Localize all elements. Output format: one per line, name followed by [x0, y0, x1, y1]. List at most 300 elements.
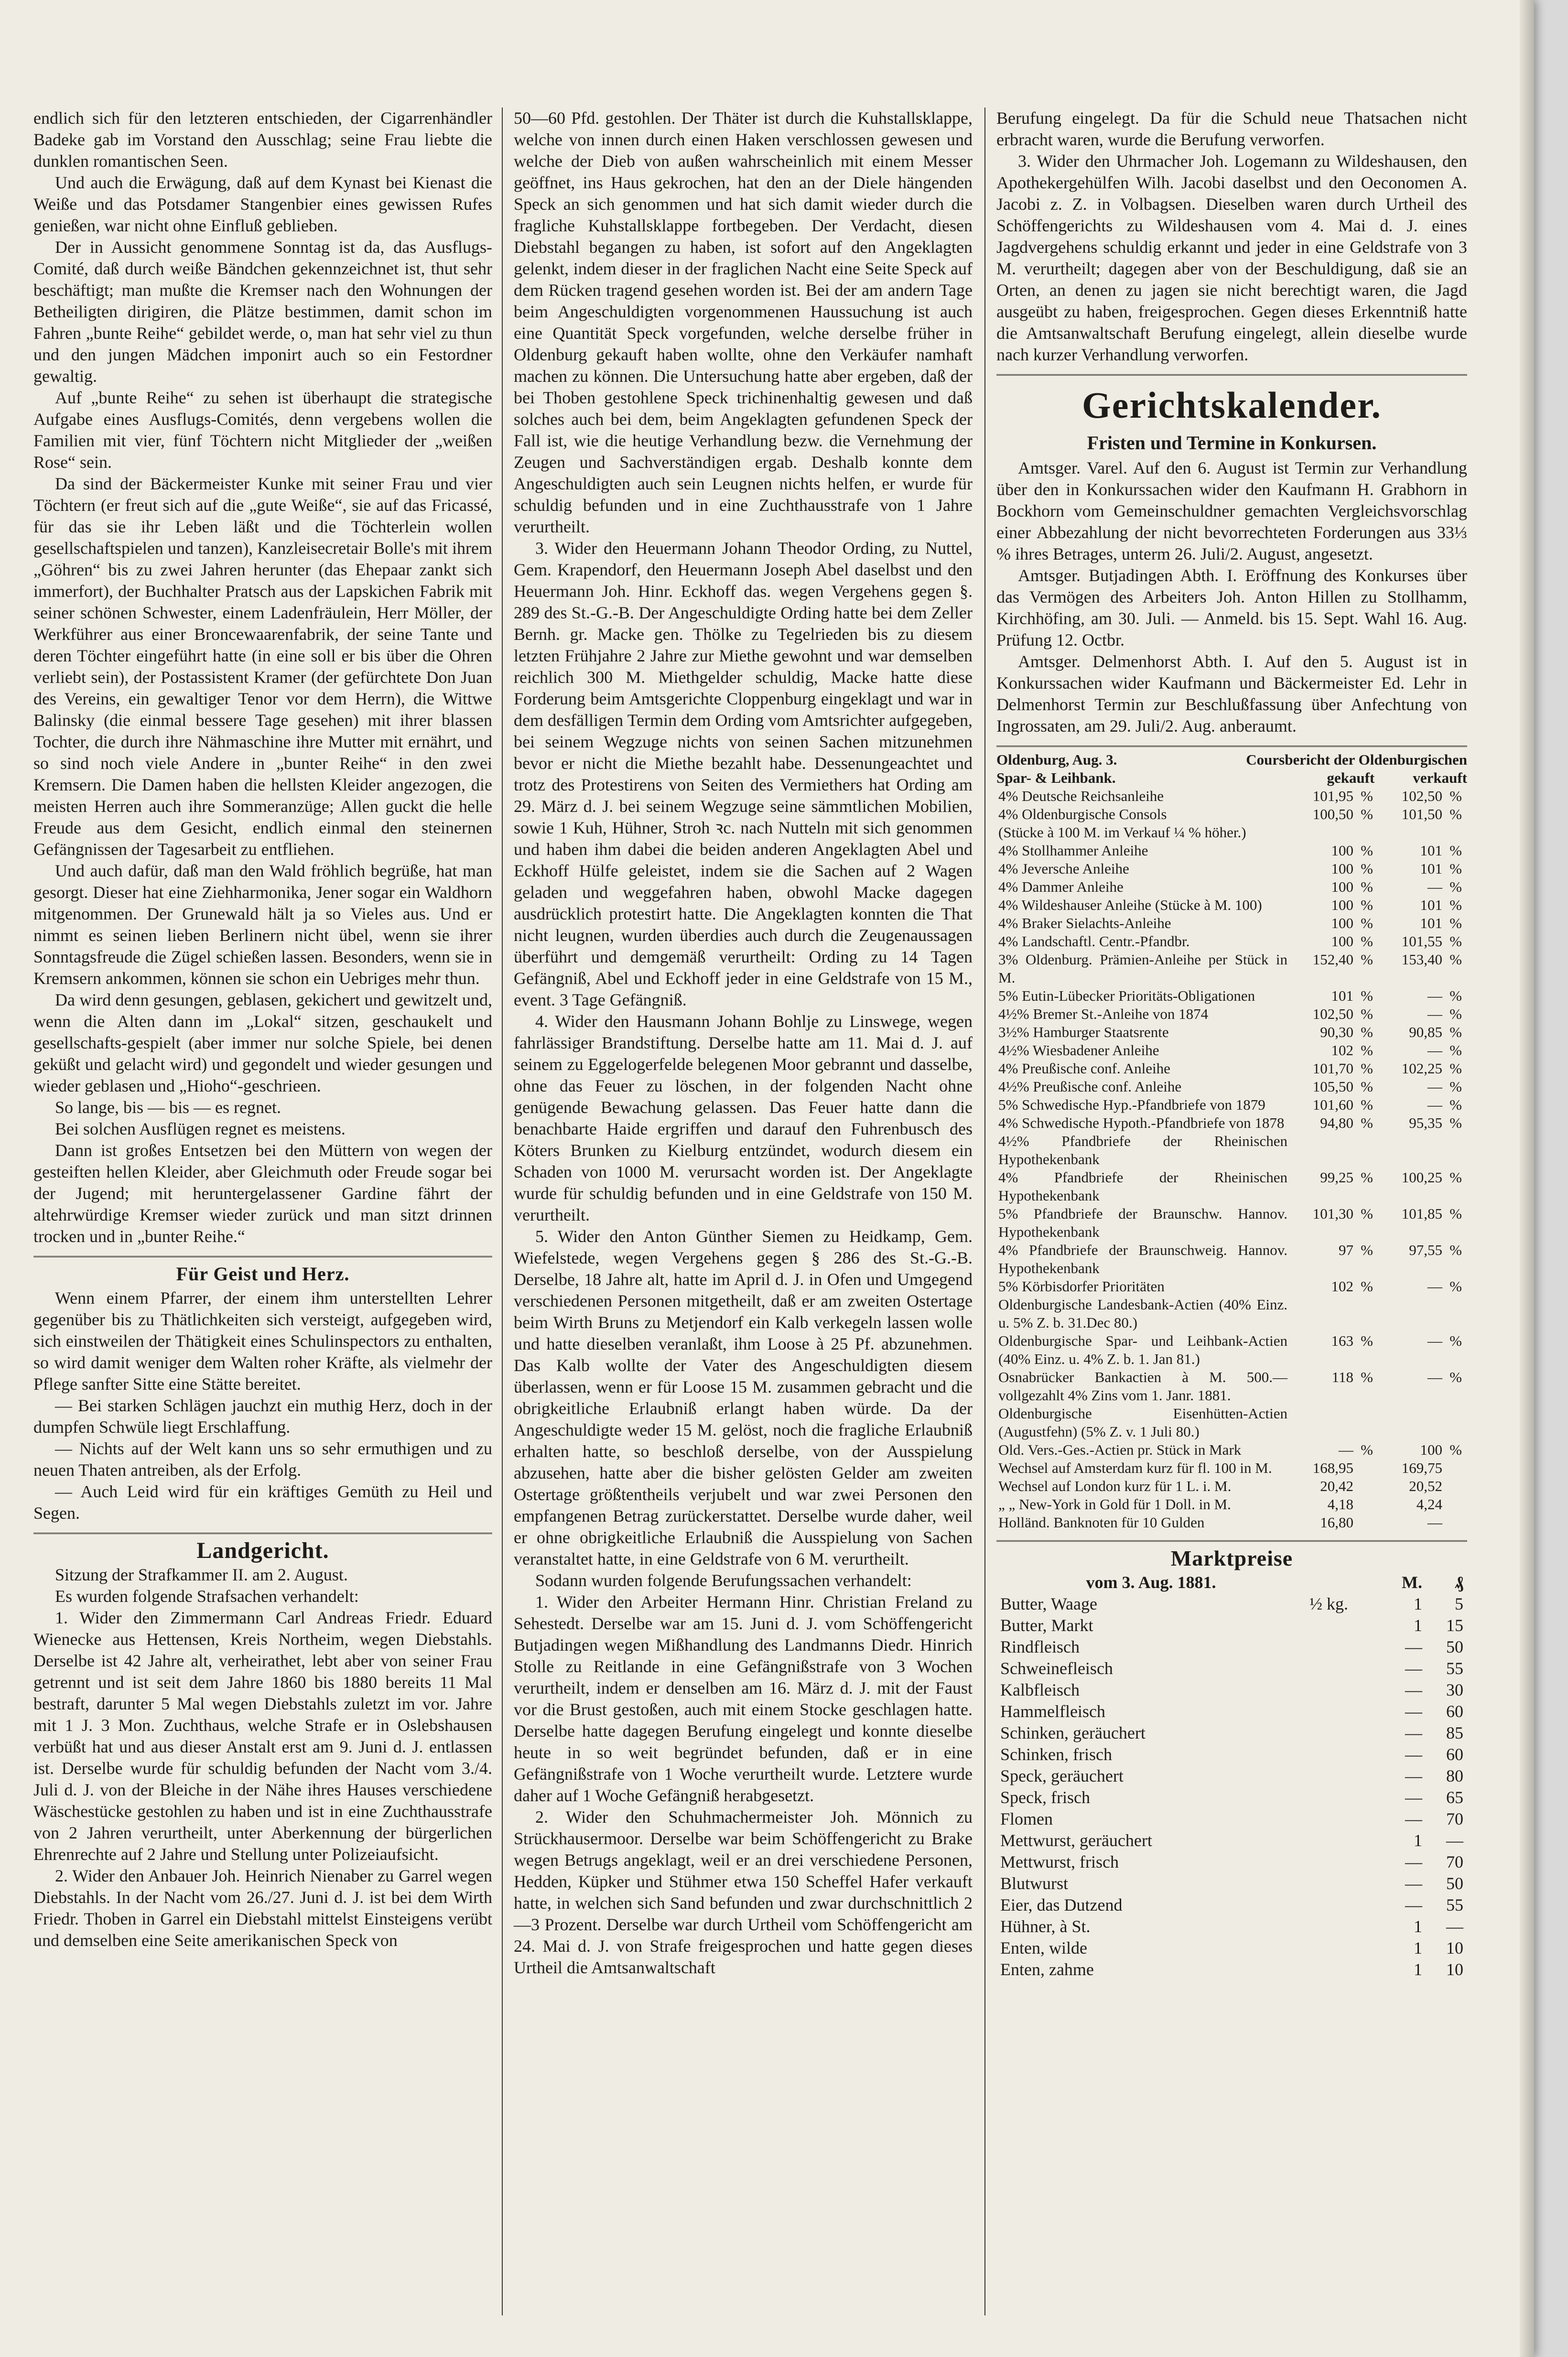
- kurs-security: Osnabrücker Bankactien à M. 500.— vollgezahlt 4% Zins vom 1. Janr. 1881.: [998, 1369, 1287, 1404]
- kurs-row: [996, 1514, 1467, 1532]
- paragraph: So lange, bis — bis — es regnet.: [55, 1098, 281, 1117]
- kurs-security: 4% Jeversche Anleihe: [998, 860, 1129, 877]
- kurs-verkauft: 153,40: [1401, 951, 1442, 968]
- kurs-pct: [1444, 1296, 1467, 1332]
- markt-pfennig: 60: [1446, 1702, 1463, 1721]
- kurs-security: 4% Stollhammer Anleihe: [998, 842, 1148, 859]
- markt-table: [996, 1572, 1467, 1980]
- kurs-gekauft: 4,18: [1327, 1496, 1353, 1513]
- kurs-row: [996, 1495, 1467, 1514]
- kurs-pct: [1355, 1132, 1378, 1168]
- paragraph: Amtsger. Varel. Auf den 6. August ist Termin zur Verhandlung über den in Konkurssachen wider den Kaufmann H. Grabhorn in Bockhorn vom Gemeinschuldner gemachten Vergleichsvorschlag einer Abbezahlung der nicht bevorrechteten Forderungen aus 33⅓ % ihres Betrages, unterm 26. Juli/2. August, angesetzt.: [996, 458, 1467, 563]
- markt-mark: —: [1405, 1895, 1422, 1914]
- kurs-gekauft: —: [1339, 1441, 1353, 1458]
- markt-row: [996, 1765, 1467, 1787]
- markt-pfennig: —: [1446, 1831, 1463, 1850]
- kurs-subheader-cols: [1327, 769, 1467, 787]
- kurs-verkauft: —: [1427, 878, 1442, 895]
- kurs-gekauft: 101,95: [1312, 788, 1353, 804]
- kurs-pct: %: [1449, 1242, 1462, 1258]
- kurs-verkauft: —: [1427, 1514, 1442, 1531]
- kurs-pct: %: [1361, 1242, 1373, 1258]
- paragraph: Sitzung der Strafkammer II. am 2. August.: [55, 1565, 348, 1584]
- markt-mark: —: [1405, 1723, 1422, 1742]
- paragraph: Auf „bunte Reihe“ zu sehen ist überhaupt die strategische Aufgabe eines Ausflugs-Comités, denn vergebens wollen die Familien mit vier, fünf Töchtern nicht Mitglieder der „weißen Rose“ sein.: [33, 388, 492, 472]
- kurs-pct: %: [1361, 1042, 1373, 1059]
- kurs-verkauft: 97,55: [1409, 1242, 1442, 1258]
- kurs-row: [996, 1060, 1467, 1078]
- kurs-pct: [1355, 1296, 1378, 1332]
- kurs-security: 4% Preußische conf. Anleihe: [998, 1060, 1170, 1077]
- paragraph: 5. Wider den Anton Günther Siemen zu Heidkamp, Gem. Wiefelstede, wegen Vergehens gegen § 286 des St.-G.-B. Derselbe, 18 Jahre alt, hatte im April d. J. in Ofen und Umgegend verschiedenen Personen mitgetheilt, daß er am zweiten Ostertage beim Wirth Bruns zu Metjendorf ein Kalb verkegeln lassen wolle und hatte dieselben veranlaßt, ihm Loose à 25 Pf. abzunehmen. Das Kalb wollte der Vater des Angeschuldigten diesem überlassen, wenn er für Loose 15 M. zusammen gebracht und die obrigkeitliche Erlaubniß erlangt haben würde. Da der Angeschuldigte weder 15 M. gelöst, noch die fragliche Erlaubniß erhalten hatte, so beschloß derselbe, von der Ausspielung abzusehen, hatte aber die bisher gelösten Gelder am zweiten Ostertage größtentheils verjubelt und war zwei Personen den empfangenen Betrag zurückerstattet. Derselbe wurde daher, weil er ohne obrigkeitliche Erlaubniß die Ausspielung von Sachen veranstaltet hatte, in eine Geldstrafe von 6 M. verurtheilt.: [514, 1227, 973, 1568]
- paragraph: endlich sich für den letzteren entschieden, der Cigarrenhändler Badeke gab im Vorstand den Ausschlag; seine Frau liebte die dunklen romantischen Seen.: [33, 108, 492, 171]
- paragraph: — Bei starken Schlägen jauchzt ein muthig Herz, doch in der dumpfen Schwüle liegt Erschlaffung.: [33, 1396, 492, 1437]
- section-rule: [996, 374, 1467, 376]
- kurs-row: [996, 823, 1467, 842]
- paragraph: Amtsger. Butjadingen Abth. I. Eröffnung des Konkurses über das Vermögen des Arbeiters Joh. Anton Hillen zu Stollhamm, Kirchhöfing, am 30. Juli. — Anmeld. bis 15. Sept. Wahl 16. Aug. Prüfung 12. Octbr.: [996, 566, 1467, 649]
- markt-col-m: M.: [1402, 1573, 1422, 1592]
- markt-row: [996, 1808, 1467, 1830]
- paragraph: Sodann wurden folgende Berufungssachen verhandelt:: [535, 1571, 912, 1590]
- markt-pfennig: 85: [1446, 1723, 1463, 1742]
- markt-header-row: [996, 1572, 1467, 1593]
- markt-mark: 1: [1414, 1917, 1422, 1936]
- markt-unit: [1306, 1916, 1385, 1937]
- markt-unit: [1306, 1744, 1385, 1765]
- kurs-pct: %: [1449, 1278, 1462, 1295]
- markt-date: vom 3. Aug. 1881.: [1086, 1573, 1216, 1592]
- kurs-verkauft: [1378, 1405, 1444, 1441]
- kurs-pct: %: [1361, 1278, 1373, 1295]
- markt-unit: [1306, 1765, 1385, 1787]
- kurs-verkauft: —: [1427, 1369, 1442, 1385]
- kurs-pct: %: [1449, 933, 1462, 950]
- kurs-row: [996, 1241, 1467, 1277]
- paragraph: Und auch die Erwägung, daß auf dem Kynast bei Kienast die Weiße und das Potsdamer Stangenbier eines gewissen Rufes genießen, war nicht ohne Einfluß geblieben.: [33, 173, 492, 235]
- markt-pfennig: 10: [1446, 1960, 1463, 1979]
- kurs-verkauft: 101,50: [1401, 806, 1442, 822]
- kurs-verkauft: —: [1427, 1006, 1442, 1022]
- kurs-security: 4% Pfandbriefe der Braunschweig. Hannov. Hypothekenbank: [998, 1242, 1287, 1276]
- paragraph: 50—60 Pfd. gestohlen. Der Thäter ist durch die Kuhstallsklappe, welche von innen durch einen Haken verschlossen gewesen und welche der Dieb von außen wahrscheinlich mit einem Messer geöffnet, ins Haus gekrochen, hat den an der Diele hängenden Speck an sich genommen und hat sich damit wieder durch die fragliche Kuhstallsklappe fortbegeben. Der Verdacht, diesen Diebstahl begangen zu haben, ist sofort auf den Angeklagten gelenkt, indem dieser in der fraglichen Nacht eine Seite Speck auf dem Rücken tragend gesehen worden ist. Bei der am andern Tage beim Angeschuldigten vorgenommenen Haussuchung ist auch eine Quantität Speck vorgefunden, welche derselbe früher in Oldenburg gekauft haben wollte, ohne den Verkäufer namhaft machen zu können. Die Untersuchung hatte aber ergeben, daß der bei Thoben gestohlene Speck trichinenhaltig gewesen und daß solches auch bei dem, beim Angeklagten gefundenen Speck der Fall ist, wie die heutige Verhandlung bezw. die Vernehmung der Zeugen und Sachverständigen ergab. Deshalb konnte dem Angeschuldigten auch sein Leugnen nichts helfen, er wurde für schuldig befunden und in eine Zuchthausstrafe von 1 Jahre verurtheilt.: [514, 108, 973, 536]
- kurs-row: [996, 805, 1467, 823]
- kurs-gekauft: 100,50: [1312, 806, 1353, 822]
- markt-row: [996, 1722, 1467, 1744]
- markt-mark: 1: [1414, 1960, 1422, 1979]
- markt-unit: [1306, 1701, 1385, 1722]
- paragraph: — Auch Leid wird für ein kräftiges Gemüth zu Heil und Segen.: [33, 1482, 492, 1523]
- markt-unit: [1306, 1830, 1385, 1851]
- kurs-row: [996, 1096, 1467, 1114]
- markt-mark: —: [1405, 1680, 1422, 1699]
- kurs-header-left: Oldenburg, Aug. 3.: [996, 751, 1117, 768]
- kurs-gekauft: [1289, 1296, 1355, 1332]
- kurs-row: [996, 1132, 1467, 1168]
- markt-unit: [1306, 1787, 1385, 1808]
- kurs-pct: %: [1361, 1024, 1373, 1040]
- kurs-security: 4% Braker Sielachts-Anleihe: [998, 915, 1171, 931]
- kurs-col-verkauft: verkauft: [1413, 769, 1467, 786]
- markt-item: Butter, Waage: [1000, 1594, 1097, 1613]
- kurs-pct: %: [1361, 1205, 1373, 1222]
- markt-pfennig: 50: [1446, 1637, 1463, 1656]
- markt-pfennig: —: [1446, 1917, 1463, 1936]
- kurs-row: [996, 896, 1467, 914]
- kurs-verkauft: 101: [1420, 915, 1442, 931]
- kurs-row: [996, 787, 1467, 805]
- kurs-gekauft: 97: [1339, 1242, 1353, 1258]
- kurs-verkauft: 169,75: [1401, 1460, 1442, 1476]
- kurs-pct: %: [1449, 1441, 1462, 1458]
- kurs-security: 4% Schwedische Hypoth.-Pfandbriefe von 1878: [998, 1114, 1285, 1131]
- kurs-gekauft: 168,95: [1312, 1460, 1353, 1476]
- kurs-row: [996, 1005, 1467, 1023]
- kurs-security: Wechsel auf London kurz für 1 L. i. M.: [998, 1478, 1232, 1494]
- kurs-pct: %: [1449, 860, 1462, 877]
- kurs-security: Oldenburgische Eisenhütten-Actien (Augustfehn) (5% Z. v. 1 Juli 80.): [998, 1405, 1287, 1440]
- kurs-verkauft: 102,50: [1401, 788, 1442, 804]
- markt-item: Schinken, frisch: [1000, 1745, 1112, 1764]
- section-subtitle: Fristen und Termine in Konkursen.: [1087, 432, 1377, 454]
- kurs-row: [996, 1168, 1467, 1205]
- kurs-row: [996, 1441, 1467, 1459]
- kurs-row: [996, 914, 1467, 932]
- kurs-gekauft: 100: [1331, 842, 1353, 859]
- paragraph: — Nichts auf der Welt kann uns so sehr ermuthigen und zu neuen Thaten antreiben, als der Erfolg.: [33, 1439, 492, 1480]
- kurs-security: 5% Körbisdorfer Prioritäten: [998, 1278, 1165, 1295]
- kurs-row: [996, 951, 1467, 987]
- markt-mark: —: [1405, 1702, 1422, 1721]
- markt-pfennig: 55: [1446, 1659, 1463, 1678]
- markt-unit: [1306, 1894, 1385, 1916]
- section-rule: [33, 1533, 492, 1534]
- markt-row: [996, 1679, 1467, 1701]
- kurs-pct: [1444, 1405, 1467, 1441]
- kurs-pct: [1444, 1495, 1467, 1514]
- markt-item: Speck, geräuchert: [1000, 1766, 1124, 1785]
- markt-row: [996, 1873, 1467, 1894]
- kurs-security: 3% Oldenburg. Prämien-Anleihe per Stück in M.: [998, 951, 1287, 986]
- markt-mark: —: [1405, 1659, 1422, 1678]
- markt-item: Enten, wilde: [1000, 1938, 1087, 1957]
- markt-row: [996, 1830, 1467, 1851]
- kurs-pct: %: [1449, 1096, 1462, 1113]
- kurs-pct: %: [1449, 1060, 1462, 1077]
- kurs-gekauft: [1289, 823, 1355, 842]
- markt-item: Speck, frisch: [1000, 1788, 1090, 1807]
- markt-pfennig: 50: [1446, 1874, 1463, 1893]
- markt-row: [996, 1851, 1467, 1873]
- kurs-pct: %: [1449, 788, 1462, 804]
- kurs-security: 5% Eutin-Lübecker Prioritäts-Obligationen: [998, 987, 1255, 1004]
- kurs-pct: %: [1449, 897, 1462, 913]
- kurs-verkauft: —: [1427, 1096, 1442, 1113]
- section-rule: [33, 1256, 492, 1257]
- markt-unit: [1306, 1959, 1385, 1980]
- kurs-pct: [1355, 1459, 1378, 1477]
- kurs-verkauft: 100: [1420, 1441, 1442, 1458]
- markt-mark: 1: [1414, 1831, 1422, 1850]
- kurs-pct: %: [1361, 897, 1373, 913]
- kurs-pct: %: [1449, 1332, 1462, 1349]
- kurs-row: [996, 860, 1467, 878]
- kurs-pct: %: [1361, 1332, 1373, 1349]
- kurs-security: 4½% Wiesbadener Anleihe: [998, 1042, 1159, 1059]
- kurs-pct: [1355, 1405, 1378, 1441]
- paragraph: 3. Wider den Uhrmacher Joh. Logemann zu Wildeshausen, den Apothekergehülfen Wilh. Jacobi daselbst und den Oeconomen A. Jacobi z. Z. in Volbagsen. Dieselben waren durch Urtheil des Schöffengerichts zu Wildeshausen vom 4. Mai d. J. eines Jagdvergehens schuldig erkannt und jeder in eine Geldstrafe von 3 M. verurtheilt; dagegen aber von der Beschuldigung, daß sie an Orten, an denen zu jagen sie nicht berechtigt waren, die Jagd ausgeübt zu haben, freigesprochen. Gegen dieses Erkenntniß hatte die Amtsanwaltschaft Berufung eingelegt, allein dieselbe wurde nach kurzer Verhandlung verworfen.: [996, 151, 1467, 364]
- kurs-gekauft: 102,50: [1312, 1006, 1353, 1022]
- kurs-header-mid: Coursbericht der Oldenburgischen: [1246, 751, 1467, 768]
- markt-pfennig: 10: [1446, 1938, 1463, 1957]
- kurs-pct: %: [1449, 1024, 1462, 1040]
- section-title-gerichtskalender: Gerichtskalender.: [1082, 384, 1382, 426]
- markt-item: Butter, Markt: [1000, 1616, 1093, 1635]
- kurs-gekauft: 118: [1331, 1369, 1353, 1385]
- markt-mark: —: [1405, 1766, 1422, 1785]
- kurs-row: [996, 1368, 1467, 1405]
- markt-mark: 1: [1414, 1594, 1422, 1613]
- kurs-gekauft: 101,30: [1312, 1205, 1353, 1222]
- kurs-pct: %: [1449, 1114, 1462, 1131]
- kurs-header: [996, 751, 1467, 769]
- paragraph: Es wurden folgende Strafsachen verhandelt:: [55, 1587, 359, 1606]
- kurs-pct: %: [1361, 1441, 1373, 1458]
- page-edge: [1520, 0, 1534, 2357]
- kurs-gekauft: 100: [1331, 897, 1353, 913]
- kurs-security: 4½% Pfandbriefe der Rheinischen Hypothekenbank: [998, 1133, 1287, 1168]
- markt-row: [996, 1916, 1467, 1937]
- kurs-pct: %: [1449, 1078, 1462, 1095]
- kurs-verkauft: 101,85: [1401, 1205, 1442, 1222]
- markt-item: Mettwurst, frisch: [1000, 1852, 1119, 1871]
- paragraph: Berufung eingelegt. Da für die Schuld neue Thatsachen nicht erbracht waren, wurde die Berufung verworfen.: [996, 108, 1467, 149]
- kurs-gekauft: [1289, 1405, 1355, 1441]
- kurs-pct: %: [1361, 1060, 1373, 1077]
- kurs-row: [996, 1405, 1467, 1441]
- kurs-verkauft: —: [1427, 1042, 1442, 1059]
- kurs-security: Wechsel auf Amsterdam kurz für fl. 100 in M.: [998, 1460, 1272, 1476]
- kurs-verkauft: 90,85: [1409, 1024, 1442, 1040]
- kurs-security: 4% Wildeshauser Anleihe (Stücke à M. 100): [998, 897, 1262, 913]
- kurs-pct: [1355, 1477, 1378, 1495]
- kurs-pct: %: [1449, 951, 1462, 968]
- paragraph: 3. Wider den Heuermann Johann Theodor Ording, zu Nuttel, Gem. Krapendorf, den Heuermann Joseph Abel daselbst und den Heuermann Joh. Hinr. Eckhoff das. wegen Vergehens gegen §. 289 des St.-G.-B. Der Angeschuldigte Ording hatte bei dem Zeller Bernh. gr. Macke gen. Thölke zu Tegelrieden bis zu diesem letzten Frühjahre 2 Jahre zur Miethe gewohnt und war demselben reichlich 300 M. Miethgelder schuldig, Macke hatte diese Forderung beim Amtsgerichte Cloppenburg eingeklagt und war in dem desfälligen Termin dem Ording vom Amtsrichter aufgegeben, bei seinem Wegzuge nichts von seinen Sachen mitzunehmen bevor er nicht die Miethe bezahlt habe. Dessenungeachtet und trotz des Protestirens von Seiten des Vermiethers hat Ording am 29. März d. J. bei seinem Wegzuge seine sämmtlichen Mobilien, sowie 1 Kuh, Hühner, Stroh ꝛc. nach Nutteln mit sich genommen und haben ihm dabei die beiden anderen Angeklagten Abel und Eckhoff Hülfe geleistet, indem sie die Sachen auf 2 Wagen geladen und weggefahren haben, obwohl Macke dagegen ausdrücklich protestirt hatte. Die Angeklagten konnten die That nicht leugnen, wurden überdies auch durch die Zeugenaussagen überführt und demgemäß verurtheilt: Ording zu 14 Tagen Gefängniß, Abel und Eckhoff jeder in eine Geldstrafe von 15 M., event. 3 Tage Gefängniß.: [514, 539, 973, 1009]
- markt-row: [996, 1959, 1467, 1980]
- kurs-verkauft: 4,24: [1416, 1496, 1442, 1513]
- kurs-verkauft: 101: [1420, 842, 1442, 859]
- markt-mark: —: [1405, 1809, 1422, 1828]
- markt-unit: [1306, 1808, 1385, 1830]
- kurs-pct: [1444, 1459, 1467, 1477]
- marktpreise: [996, 1547, 1467, 1980]
- kurs-pct: %: [1449, 842, 1462, 859]
- kurs-pct: %: [1449, 1205, 1462, 1222]
- kurs-verkauft: 102,25: [1401, 1060, 1442, 1077]
- markt-row: [996, 1937, 1467, 1959]
- kurs-gekauft: 99,25: [1320, 1169, 1353, 1186]
- kurs-pct: %: [1449, 878, 1462, 895]
- kurs-pct: %: [1361, 1078, 1373, 1095]
- markt-item: Enten, zahme: [1000, 1960, 1094, 1979]
- kurs-row: [996, 1041, 1467, 1060]
- markt-row: [996, 1744, 1467, 1765]
- kurs-pct: %: [1361, 878, 1373, 895]
- markt-pfennig: 80: [1446, 1766, 1463, 1785]
- kurs-pct: %: [1449, 1169, 1462, 1186]
- kurs-subheader-left: Spar- & Leihbank.: [996, 769, 1116, 786]
- markt-row: [996, 1894, 1467, 1916]
- column-divider: [502, 108, 503, 2315]
- kurs-row: [996, 878, 1467, 896]
- markt-pfennig: 65: [1446, 1788, 1463, 1807]
- markt-mark: —: [1405, 1874, 1422, 1893]
- markt-item: Hammelfleisch: [1000, 1702, 1105, 1721]
- paragraph: Da wird denn gesungen, geblasen, gekichert und gewitzelt und, wenn die Alten dann im „Lokal“ sitzen, geschaukelt und gesellschafts-gespielt (aber immer nur solche Spiele, bei denen geküßt und gelacht wird) und gegondelt und wieder gesungen und wieder geblasen und „Hioho“-geschrieen.: [33, 990, 492, 1095]
- kurs-gekauft: 100: [1331, 933, 1353, 950]
- kurs-pct: %: [1361, 1114, 1373, 1131]
- kurs-gekauft: [1289, 1132, 1355, 1168]
- markt-item: Kalbfleisch: [1000, 1680, 1080, 1699]
- kurs-pct: %: [1361, 1369, 1373, 1385]
- markt-row: [996, 1636, 1467, 1658]
- kurs-security: Oldenburgische Landesbank-Actien (40% Einz. u. 5% Z. b. 31.Dec 80.): [998, 1296, 1287, 1331]
- kurs-pct: %: [1361, 1096, 1373, 1113]
- kurs-row: [996, 932, 1467, 951]
- kurs-security: (Stücke à 100 M. im Verkauf ¼ % höher.): [998, 824, 1246, 841]
- kurs-security: „ „ New-York in Gold für 1 Doll. in M.: [998, 1496, 1231, 1513]
- markt-row: [996, 1787, 1467, 1808]
- kurs-pct: [1355, 823, 1378, 842]
- paragraph: 2. Wider den Anbauer Joh. Heinrich Nienaber zu Garrel wegen Diebstahls. In der Nacht vom 26./27. Juni d. J. ist bei dem Wirth Friedr. Thoben in Garrel ein Diebstahl mittelst Einsteigens verübt und demselben eine Seite amerikanischen Speck von: [33, 1866, 492, 1950]
- markt-item: Hühner, à St.: [1000, 1917, 1091, 1936]
- markt-unit: [1306, 1679, 1385, 1701]
- kurs-verkauft: —: [1427, 987, 1442, 1004]
- markt-mark: —: [1405, 1852, 1422, 1871]
- kurs-gekauft: 90,30: [1320, 1024, 1353, 1040]
- markt-item: Flomen: [1000, 1809, 1053, 1828]
- column-3: [996, 108, 1467, 1980]
- kurs-security: 4½% Preußische conf. Anleihe: [998, 1078, 1182, 1095]
- kurs-pct: [1444, 823, 1467, 842]
- kurs-gekauft: 101,60: [1312, 1096, 1353, 1113]
- markt-mark: —: [1405, 1637, 1422, 1656]
- kurs-row: [996, 1477, 1467, 1495]
- markt-item: Mettwurst, geräuchert: [1000, 1831, 1152, 1850]
- markt-unit: [1306, 1636, 1385, 1658]
- paragraph: 2. Wider den Schuhmachermeister Joh. Mönnich zu Strückhausermoor. Derselbe war beim Schöffengericht zu Brake wegen Betrugs angeklagt, weil er an drei verschiedene Personen, Hedden, Küpker und Stühmer etwa 150 Scheffel Hafer verkauft hatte, in welchen sich Sand befunden und zwar durchschnittlich 2—3 Prozent. Derselbe war durch Urtheil vom Schöffengericht am 24. Mai d. J. von Strafe freigesprochen und hatte gegen dieses Urtheil die Amtsanwaltschaft: [514, 1807, 973, 1977]
- kurs-gekauft: 16,80: [1320, 1514, 1353, 1531]
- paragraph: Da sind der Bäckermeister Kunke mit seiner Frau und vier Töchtern (er freut sich auf die „gute Weiße“, sie auf das Fricassé, für das sie ihr Leben läßt und die Töchterlein wollen gesellschaftspielen und tanzen), Kanzleisecretair Bolle's mit ihrem „Göhren“ bis zu zwei Jahren herunter (das Ehepaar zankt sich immerfort), der Buchhalter Pratsch aus der Lapskichen Fabrik mit seiner schönen Schwester, einem Ladenfräulein, Herr Möller, der Werkführer aus einer Broncewaarenfabrik, der seine Tante und deren Töchter eingeführt hatte (in eine soll er bis über die Ohren verliebt sein), der Postassistent Kramer (der gefürchtete Don Juan des Vereins, ein gewaltiger Tenor vor dem Herrn), die Wittwe Balinsky (die einmal bessere Tage gesehen) mit ihrer blassen Tochter, die durch ihre Nähmaschine ihre Mutter mit ernährt, und so sind noch viele Andere in „bunter Reihe“ in den zwei Kremsern. Die Damen haben die hellsten Kleider angezogen, die meisten Herren auch ihre Sommeranzüge; Allen guckt die helle Freude aus dem Gesicht, endlich einmal den steinernen Gefängnissen der Tagesarbeit zu entfliehen.: [33, 474, 492, 859]
- paragraph: Und auch dafür, daß man den Wald fröhlich begrüße, hat man gesorgt. Dieser hat eine Ziehharmonika, Jener sogar ein Waldhorn mitgenommen. Der Grunewald hält ja so Vieles aus. Und er nimmt es seinen lieben Berlinern nicht übel, wenn sie ihrer Sonntagsfreude die Zügel schießen lassen. Besonders, wenn sie in Kremsern ankommen, können sie schon ein Uebriges mehr thun.: [33, 861, 492, 988]
- kurs-verkauft: 20,52: [1409, 1478, 1442, 1494]
- marktpreise-title: Marktpreise: [1170, 1546, 1293, 1570]
- kurs-security: 5% Pfandbriefe der Braunschw. Hannov. Hypothekenbank: [998, 1205, 1287, 1240]
- section-title-geist: Für Geist und Herz.: [176, 1263, 350, 1285]
- kurs-row: [996, 1459, 1467, 1477]
- kurs-pct: %: [1449, 915, 1462, 931]
- kurs-verkauft: [1378, 1296, 1444, 1332]
- kurs-pct: [1444, 1514, 1467, 1532]
- kurs-pct: %: [1361, 987, 1373, 1004]
- kurs-row: [996, 1023, 1467, 1041]
- markt-mark: 1: [1414, 1616, 1422, 1635]
- kurs-pct: [1444, 1132, 1467, 1168]
- paragraph: Wenn einem Pfarrer, der einem ihm unterstellten Lehrer gegenüber bis zu Thätlichkeiten sich versteigt, aufgegeben wird, sich einstweilen der Thätigkeit eines Schulinspectors zu enthalten, so wird damit weniger dem Walten roher Kräfte, als vielmehr der Pflege sanfter Sitte eine Stätte bereitet.: [33, 1288, 492, 1394]
- markt-item: Blutwurst: [1000, 1874, 1069, 1893]
- kurs-gekauft: 20,42: [1320, 1478, 1353, 1494]
- kurs-security: 4½% Bremer St.-Anleihe von 1874: [998, 1006, 1209, 1022]
- kurs-verkauft: —: [1427, 1078, 1442, 1095]
- markt-item: Rindfleisch: [1000, 1637, 1080, 1656]
- kurs-security: Old. Vers.-Ges.-Actien pr. Stück in Mark: [998, 1441, 1242, 1458]
- kurs-pct: %: [1361, 951, 1373, 968]
- kursbericht: [996, 751, 1467, 1532]
- kurs-row: [996, 1277, 1467, 1296]
- kurs-row: [996, 1296, 1467, 1332]
- kurs-pct: %: [1361, 1169, 1373, 1186]
- markt-row: [996, 1701, 1467, 1722]
- markt-mark: 1: [1414, 1938, 1422, 1957]
- kurs-row: [996, 1205, 1467, 1241]
- section-rule: [996, 746, 1467, 747]
- column-2: [514, 108, 973, 1979]
- kurs-verkauft: —: [1427, 1332, 1442, 1349]
- kurs-pct: %: [1361, 915, 1373, 931]
- markt-unit: ½ kg.: [1309, 1594, 1348, 1613]
- kurs-gekauft: 102: [1331, 1042, 1353, 1059]
- section-rule: [996, 1540, 1467, 1542]
- kurs-pct: [1355, 1514, 1378, 1532]
- kurs-pct: %: [1361, 933, 1373, 950]
- kurs-security: Holländ. Banknoten für 10 Gulden: [998, 1514, 1205, 1531]
- markt-pfennig: 60: [1446, 1745, 1463, 1764]
- kurs-security: 4% Oldenburgische Consols: [998, 806, 1167, 822]
- kurs-subheader: [996, 769, 1467, 787]
- markt-unit: [1306, 1851, 1385, 1873]
- kurs-gekauft: 163: [1331, 1332, 1353, 1349]
- kurs-row: [996, 1114, 1467, 1132]
- markt-pfennig: 70: [1446, 1852, 1463, 1871]
- kurs-security: Oldenburgische Spar- und Leihbank-Actien (40% Einz. u. 4% Z. b. 1. Jan 81.): [998, 1332, 1287, 1367]
- kurs-col-gekauft: gekauft: [1327, 769, 1375, 786]
- markt-item: Eier, das Dutzend: [1000, 1895, 1123, 1914]
- kurs-gekauft: 105,50: [1312, 1078, 1353, 1095]
- kurs-row: [996, 987, 1467, 1005]
- kurs-verkauft: —: [1427, 1278, 1442, 1295]
- kurs-row: [996, 842, 1467, 860]
- kurs-gekauft: 100: [1331, 860, 1353, 877]
- paragraph: Bei solchen Ausflügen regnet es meistens.: [55, 1119, 346, 1138]
- kurs-pct: %: [1361, 806, 1373, 822]
- markt-row: [996, 1593, 1467, 1615]
- markt-pfennig: 70: [1446, 1809, 1463, 1828]
- column-1: [33, 108, 492, 1951]
- markt-pfennig: 5: [1455, 1594, 1463, 1613]
- paragraph: Der in Aussicht genommene Sonntag ist da, das Ausflugs-Comité, daß durch weiße Bändchen gekennzeichnet ist, thut sehr beschäftigt; man mußte die Kremser nach den Wohnungen der Betheiligten dirigiren, die Plätze bestimmen, damit schon im Fahren „bunte Reihe“ gebildet werde, o, man hat sehr viel zu thun und den jungen Mädchen imponirt auch so ein Festordner gewaltig.: [33, 238, 492, 386]
- paragraph: 1. Wider den Arbeiter Hermann Hinr. Christian Freland zu Sehestedt. Derselbe war am 15. Juni d. J. vom Schöffengericht Butjadingen wegen Mißhandlung des Landmanns Diedr. Hinrich Stolle zu Reitlande in eine Gefängnißstrafe von 3 Wochen verurtheilt, indem er denselben am 16. März d. J. mit der Faust vor die Brust gestoßen, auch mit einem Stocke geschlagen hatte. Derselbe hatte dagegen Berufung eingelegt und konnte dieselbe heute in so weit begründet befunden, daß er in eine Gefängnißstrafe von 1 Woche verurtheilt wurde. Letztere wurde daher auf 1 Woche Gefängniß herabgesetzt.: [514, 1592, 973, 1805]
- paragraph: Amtsger. Delmenhorst Abth. I. Auf den 5. August ist in Konkurssachen wider Kaufmann und Bäckermeister Ed. Lehr in Delmenhorst Termin zur Beschlußfassung über Anfechtung von Ingrossaten, am 29. Juli/2. Aug. anberaumt.: [996, 652, 1467, 735]
- kurs-gekauft: 101,70: [1312, 1060, 1353, 1077]
- kurs-security: 5% Schwedische Hyp.-Pfandbriefe von 1879: [998, 1096, 1265, 1113]
- kurs-table: [996, 787, 1467, 1532]
- kurs-pct: %: [1361, 842, 1373, 859]
- kurs-verkauft: [1378, 823, 1444, 842]
- markt-unit: [1306, 1873, 1385, 1894]
- kurs-verkauft: 101: [1420, 860, 1442, 877]
- kurs-security: 4% Pfandbriefe der Rheinischen Hypothekenbank: [998, 1169, 1287, 1204]
- markt-unit: [1306, 1722, 1385, 1744]
- kurs-pct: %: [1361, 788, 1373, 804]
